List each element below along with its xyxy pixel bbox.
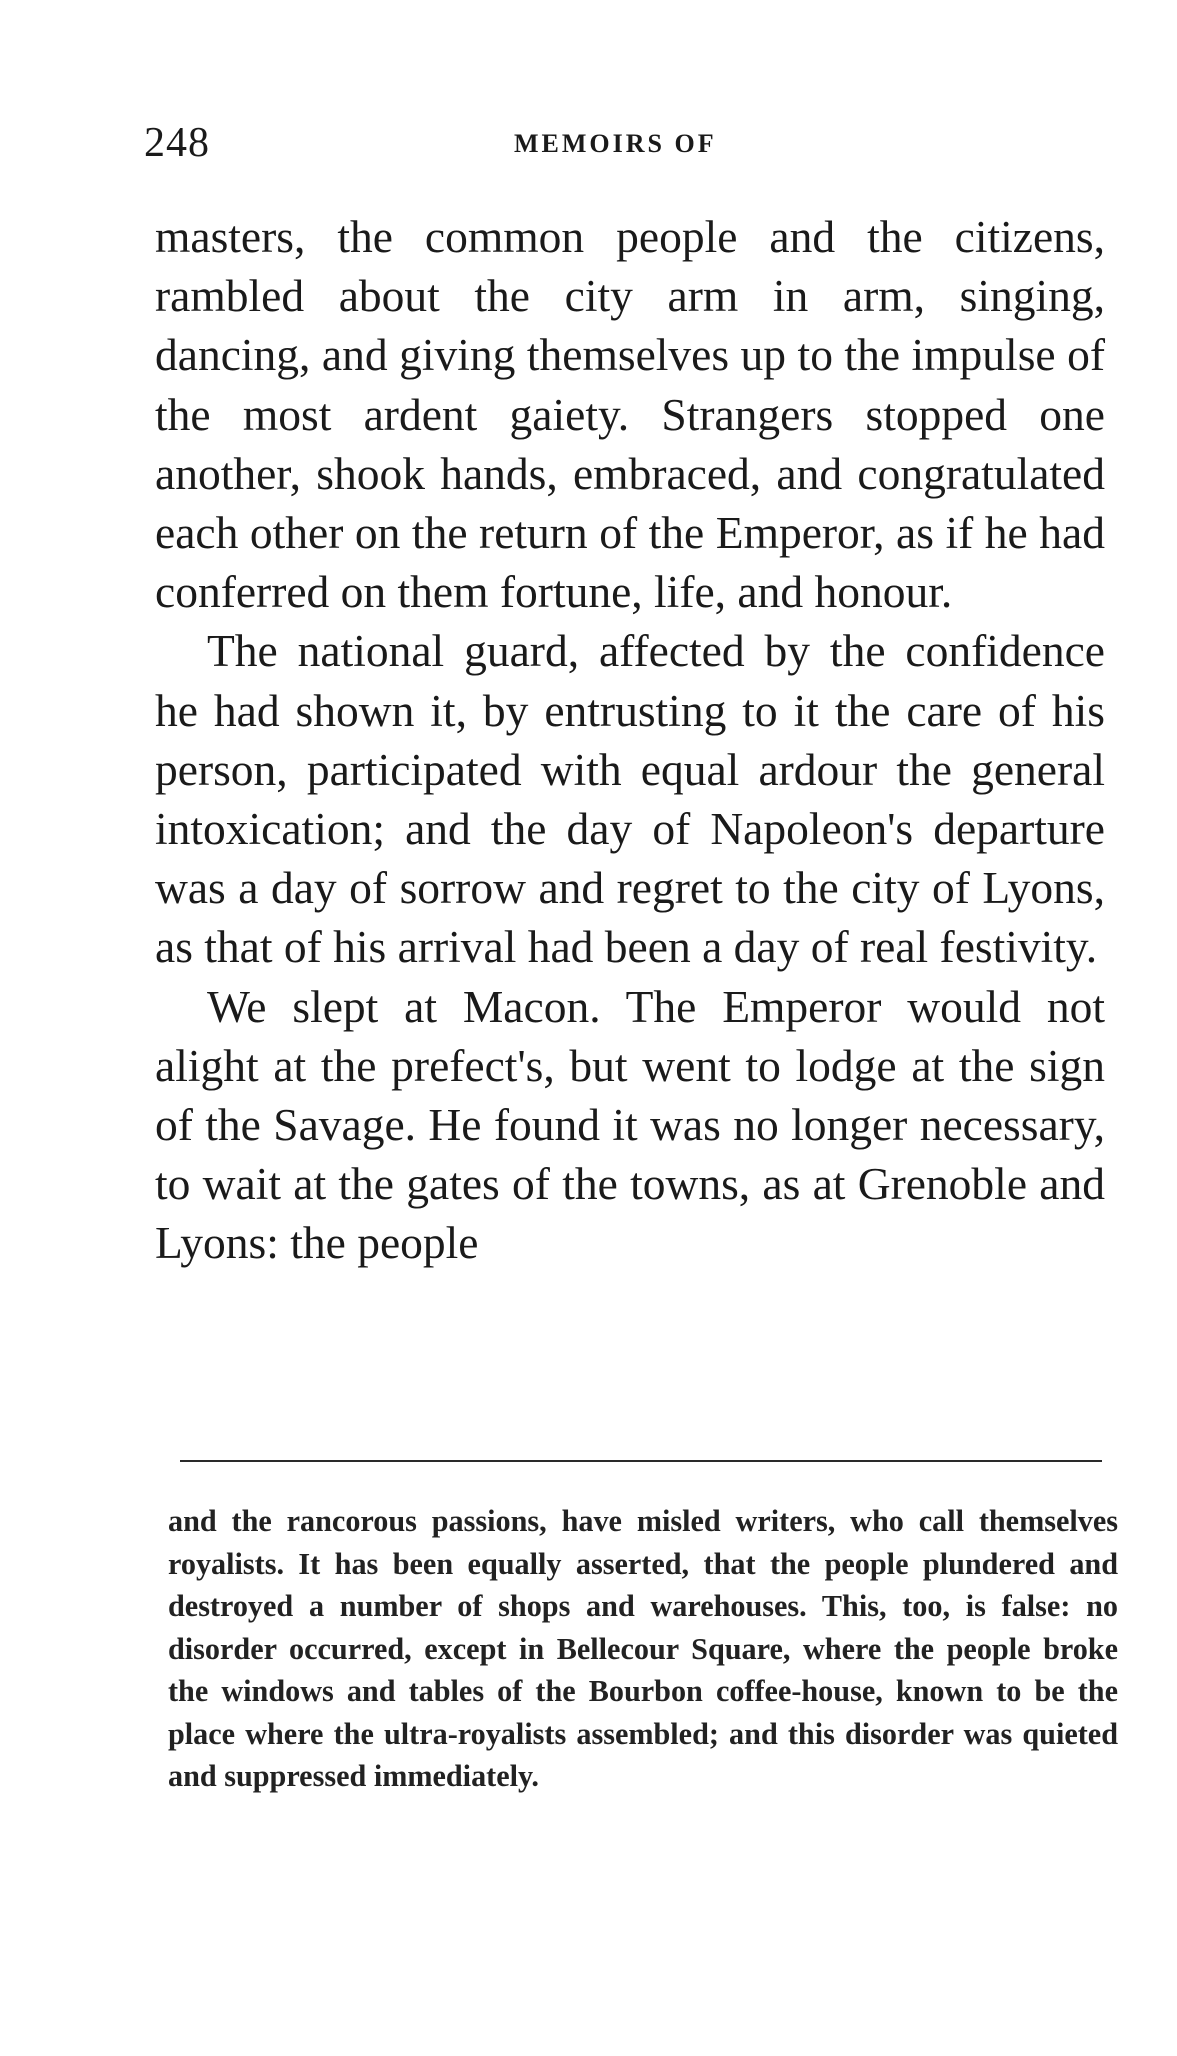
paragraph-continuation: masters, the common people and the citizens, rambled about the city arm in arm, singing, dancing, and giving themselves up to the impulse of the most ardent gaiety. Strangers stopped one another, shook hands, embraced, and congratulated each other on the return of the Emperor, as if he had conferred on them fortune, life, and honour. [155, 211, 1105, 618]
footnote-divider [180, 1460, 1102, 1462]
page-number: 248 [144, 120, 210, 166]
main-text [155, 207, 1105, 1273]
footnote-text: and the rancorous passions, have misled writers, who call themselves royalists. It has been equally asserted, that the people plundered and destroyed a number of shops and warehouses. This, too, is false: no disorder occurred, except in Bellecour Square, where the people broke the windows and tables of the Bourbon coffee-house, known to be the place where the ultra-royalists assembled; and this disorder was quieted and suppressed immediately. [168, 1504, 1118, 1793]
paragraph-national-guard: The national guard, affected by the confidence he had shown it, by entrusting to it the care of his person, participated with equal ardour the general intoxication; and the day of Napoleon's departure was a day of sorrow and regret to the city of Lyons, as that of his arrival had been a day of real festivity. [155, 625, 1105, 973]
running-head: MEMOIRS OF [514, 129, 717, 158]
page-header [144, 118, 1104, 168]
paragraph-macon: We slept at Macon. The Emperor would not alight at the prefect's, but went to lodge at the sign of the Savage. He found it was no longer necessary, to wait at the gates of the towns, as at Grenoble and Lyons: the people [155, 980, 1105, 1269]
footnote [168, 1500, 1118, 1798]
